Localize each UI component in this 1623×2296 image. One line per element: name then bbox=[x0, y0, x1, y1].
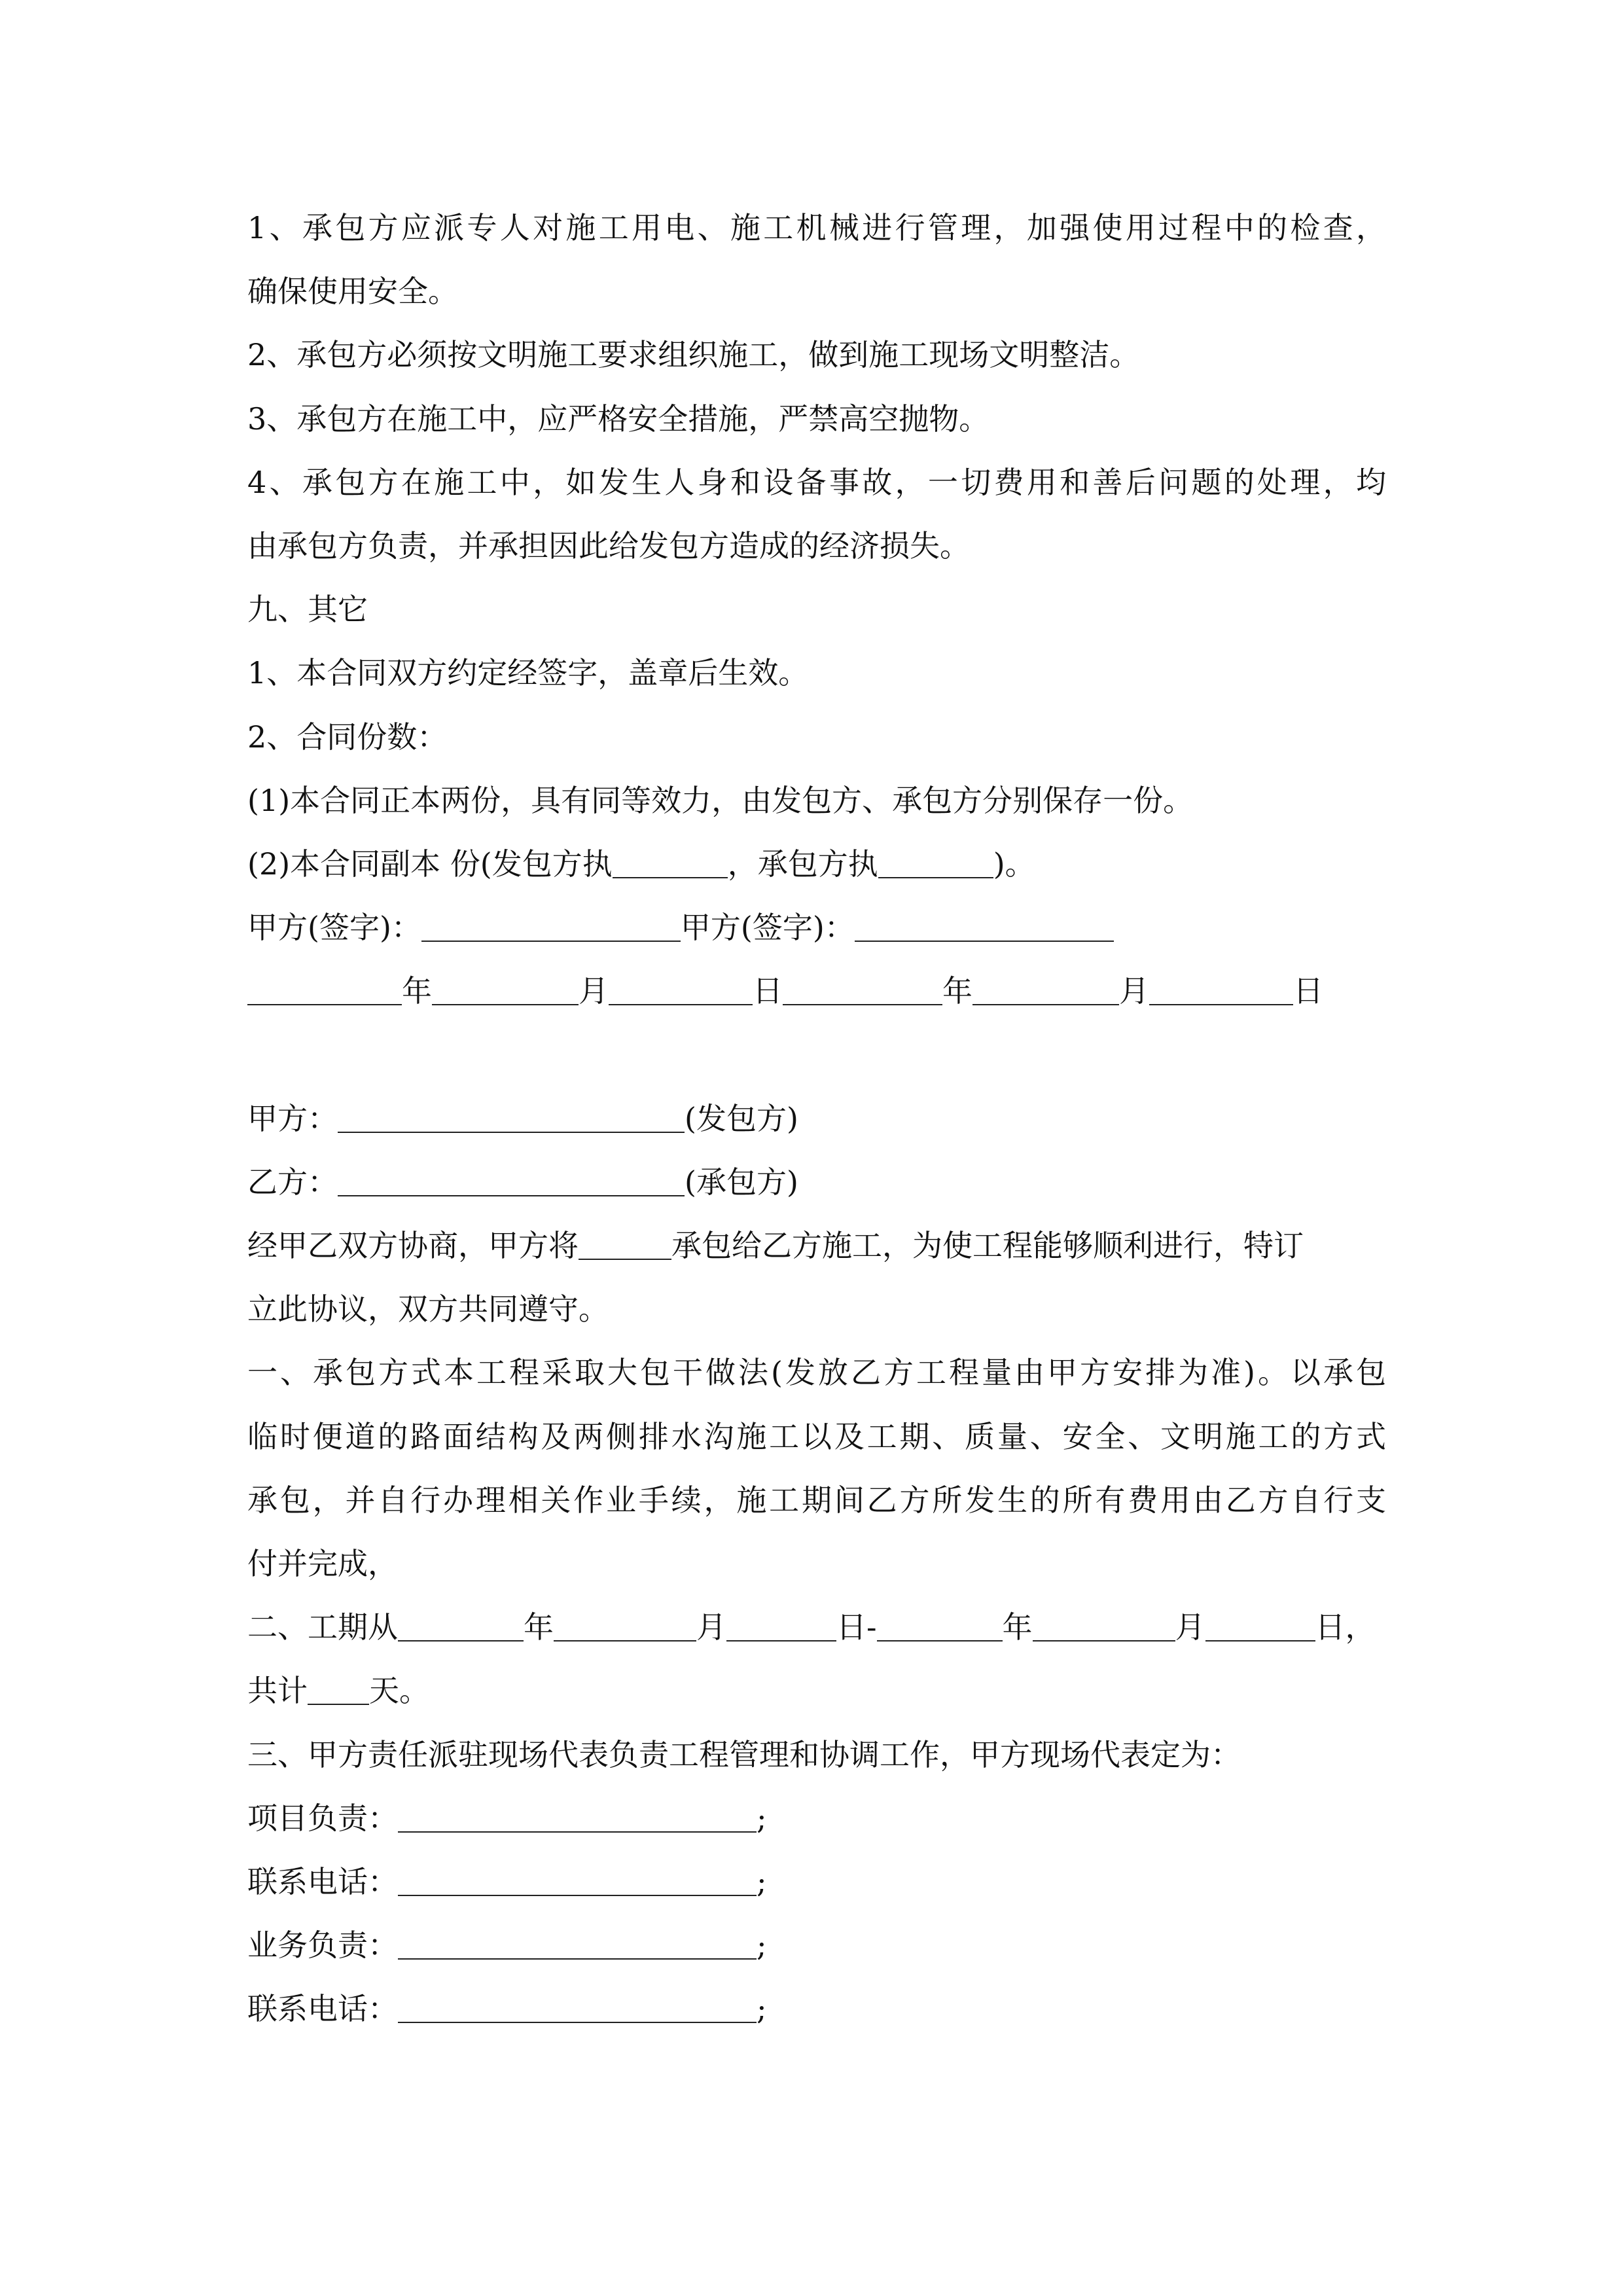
rep-phone-1-blank[interactable] bbox=[398, 1865, 757, 1896]
rep-project-semicolon: ; bbox=[757, 1800, 767, 1836]
total-days-line bbox=[247, 1659, 1386, 1723]
rep-phone-2-semicolon: ; bbox=[757, 1991, 767, 2027]
date-a-year-label: 年 bbox=[402, 973, 432, 1009]
rep-phone-1-label: 联系电话： bbox=[247, 1863, 398, 1899]
project-name-blank[interactable] bbox=[579, 1229, 671, 1260]
date-a-day-label: 日 bbox=[753, 973, 783, 1009]
party-a-role: (发包方) bbox=[685, 1100, 798, 1136]
period-end-year-blank[interactable] bbox=[877, 1610, 1003, 1641]
clause-copies-original: (1)本合同正本两份，具有同等效力，由发包方、承包方分别保存一份。 bbox=[247, 782, 1194, 818]
period-line bbox=[247, 1596, 1386, 1659]
period-start-month-blank[interactable] bbox=[554, 1610, 696, 1641]
copies-dup-text-c: )。 bbox=[993, 846, 1035, 882]
copies-contractor-blank[interactable] bbox=[878, 847, 993, 878]
rep-phone-2-line bbox=[247, 1977, 1386, 2041]
intro-line-1 bbox=[247, 1214, 1386, 1278]
date-b-day-label: 日 bbox=[1293, 973, 1323, 1009]
section-heading-other: 九、其它 bbox=[247, 592, 368, 628]
date-b-year-blank[interactable] bbox=[783, 974, 942, 1005]
signature-a-blank[interactable] bbox=[421, 910, 681, 942]
date-a-year-blank[interactable] bbox=[247, 974, 402, 1005]
period-start-day-blank[interactable] bbox=[726, 1610, 836, 1641]
rep-business-line bbox=[247, 1914, 1386, 1977]
total-days-unit: 天。 bbox=[369, 1673, 429, 1709]
party-a-line bbox=[247, 1087, 1386, 1151]
party-b-label: 乙方： bbox=[247, 1164, 338, 1200]
date-a-month-label: 月 bbox=[579, 973, 609, 1009]
copies-dup-text-a: (2)本合同副本 份(发包方执 bbox=[247, 846, 613, 882]
period-end-month-blank[interactable] bbox=[1033, 1610, 1175, 1641]
clause-line-5: 4、承包方在施工中，如发生人身和设备事故，一切费用和善后问题的处理，均 bbox=[247, 464, 1386, 500]
period-end-month-label: 月 bbox=[1175, 1609, 1205, 1645]
date-b-day-blank[interactable] bbox=[1149, 974, 1293, 1005]
signature-date-line bbox=[247, 960, 1386, 1023]
party-a-label: 甲方： bbox=[247, 1100, 338, 1136]
period-start-month-label: 月 bbox=[696, 1609, 726, 1645]
section1-line-1: 一、承包方式本工程采取大包干做法(发放乙方工程量由甲方安排为准)。以承包 bbox=[247, 1355, 1386, 1391]
period-start-year-blank[interactable] bbox=[398, 1610, 524, 1641]
rep-project-label: 项目负责： bbox=[247, 1800, 398, 1836]
rep-business-semicolon: ; bbox=[757, 1928, 767, 1964]
party-b-role: (承包方) bbox=[685, 1164, 798, 1200]
rep-business-blank[interactable] bbox=[398, 1928, 757, 1960]
copies-dup-text-b: ，承包方执 bbox=[727, 846, 878, 882]
rep-phone-2-label: 联系电话： bbox=[247, 1991, 398, 2027]
party-b-line bbox=[247, 1151, 1386, 1214]
total-days-blank[interactable] bbox=[308, 1674, 369, 1705]
signature-b-blank[interactable] bbox=[855, 910, 1114, 942]
intro-text-b: 承包给乙方施工，为使工程能够顺利进行，特订 bbox=[671, 1228, 1304, 1263]
clause-line-1: 1、承包方应派专人对施工用电、施工机械进行管理，加强使用过程中的检查， bbox=[247, 210, 1386, 245]
clause-copies: 2、合同份数： bbox=[247, 719, 448, 755]
contract-body bbox=[247, 196, 1386, 2041]
clause-line-6: 由承包方负责，并承担因此给发包方造成的经济损失。 bbox=[247, 528, 970, 564]
rep-project-blank[interactable] bbox=[398, 1801, 757, 1833]
date-a-month-blank[interactable] bbox=[432, 974, 579, 1005]
period-label: 二、工期从 bbox=[247, 1609, 398, 1645]
clause-line-3: 2、承包方必须按文明施工要求组织施工，做到施工现场文明整洁。 bbox=[247, 337, 1140, 373]
date-b-month-label: 月 bbox=[1119, 973, 1149, 1009]
intro-line-2: 立此协议，双方共同遵守。 bbox=[247, 1291, 609, 1327]
signature-b-label: 甲方(签字)： bbox=[680, 910, 855, 946]
period-dash: 日- bbox=[836, 1609, 877, 1645]
clause-copies-duplicate bbox=[247, 833, 1386, 896]
date-b-month-blank[interactable] bbox=[972, 974, 1119, 1005]
intro-text-a: 经甲乙双方协商，甲方将 bbox=[247, 1228, 579, 1263]
section1-line-3: 承包，并自行办理相关作业手续，施工期间乙方所发生的所有费用由乙方自行支 bbox=[247, 1482, 1386, 1518]
period-end: 日， bbox=[1315, 1609, 1376, 1645]
date-b-year-label: 年 bbox=[942, 973, 972, 1009]
signature-line bbox=[247, 896, 1386, 960]
party-b-blank[interactable] bbox=[338, 1165, 685, 1196]
rep-phone-1-semicolon: ; bbox=[757, 1863, 767, 1899]
rep-phone-2-blank[interactable] bbox=[398, 1992, 757, 2023]
total-days-label: 共计 bbox=[247, 1673, 308, 1709]
clause-line-4: 3、承包方在施工中，应严格安全措施，严禁高空抛物。 bbox=[247, 401, 990, 437]
section1-line-4: 付并完成， bbox=[247, 1545, 398, 1581]
period-end-day-blank[interactable] bbox=[1205, 1610, 1315, 1641]
rep-project-line bbox=[247, 1787, 1386, 1850]
section1-line-2: 临时便道的路面结构及两侧排水沟施工以及工期、质量、安全、文明施工的方式 bbox=[247, 1418, 1386, 1454]
rep-business-label: 业务负责： bbox=[247, 1928, 398, 1964]
spacer bbox=[247, 1023, 1386, 1086]
rep-phone-1-line bbox=[247, 1850, 1386, 1914]
copies-issuer-blank[interactable] bbox=[613, 847, 728, 878]
date-a-day-blank[interactable] bbox=[609, 974, 753, 1005]
clause-line-2: 确保使用安全。 bbox=[247, 274, 458, 310]
section3-line: 三、甲方责任派驻现场代表负责工程管理和协调工作，甲方现场代表定为： bbox=[247, 1736, 1241, 1772]
signature-a-label: 甲方(签字)： bbox=[247, 910, 421, 946]
period-end-year-label: 年 bbox=[1002, 1609, 1033, 1645]
party-a-blank[interactable] bbox=[338, 1102, 685, 1133]
clause-effective: 1、本合同双方约定经签字，盖章后生效。 bbox=[247, 655, 809, 691]
period-start-year-label: 年 bbox=[524, 1609, 554, 1645]
